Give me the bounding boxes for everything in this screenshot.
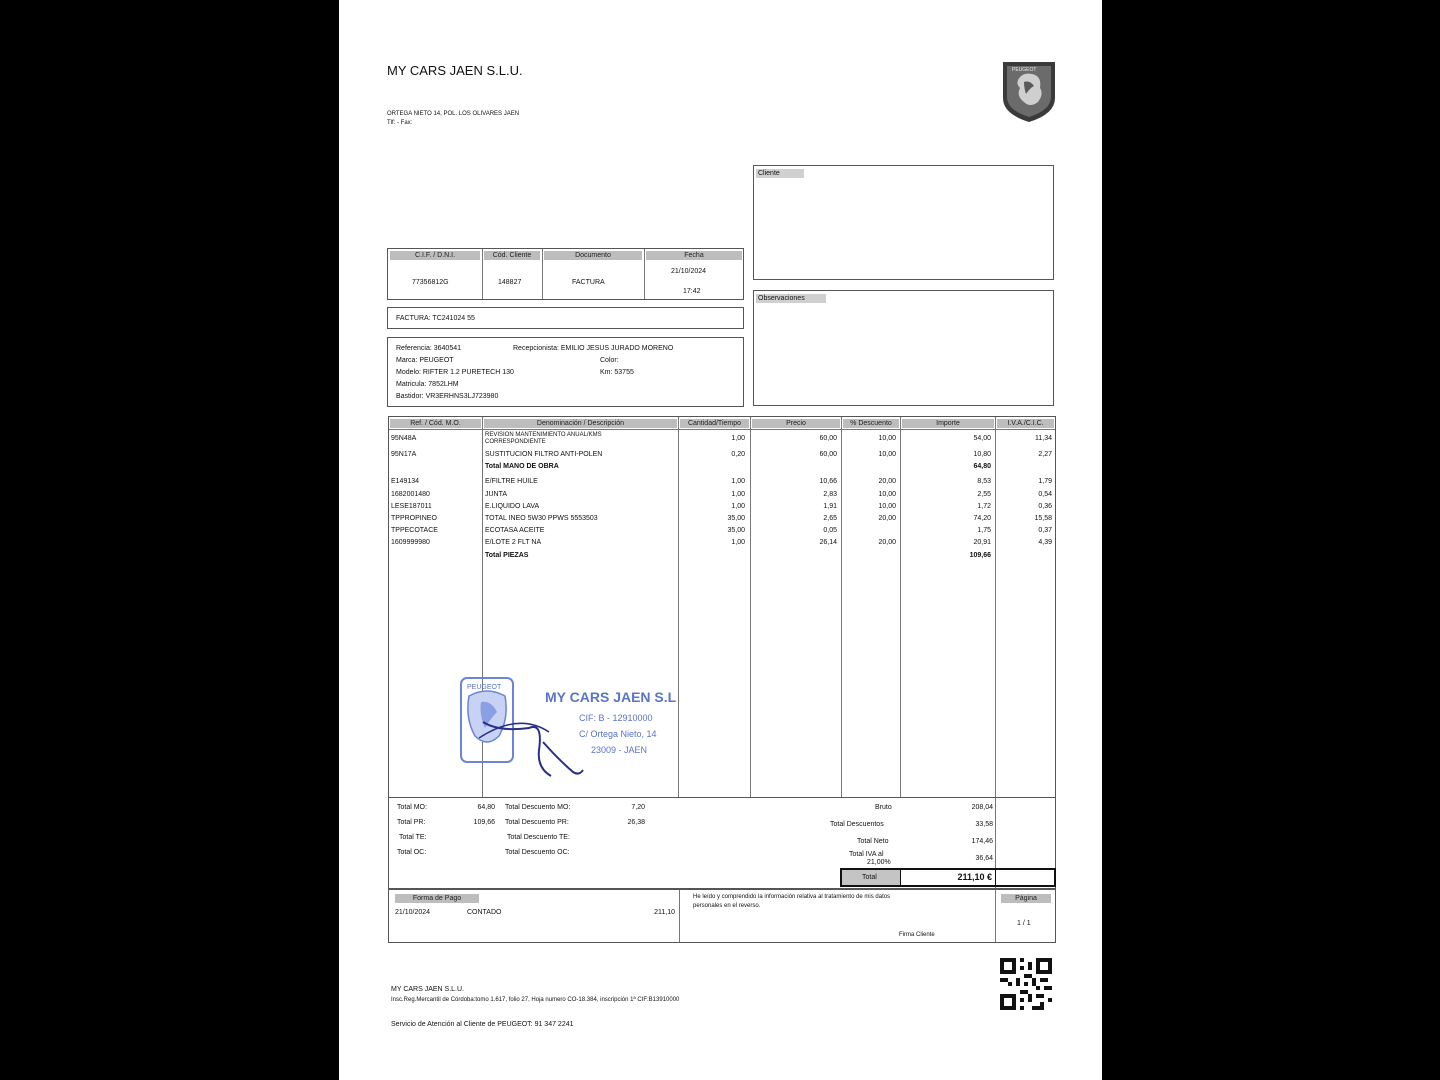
- observations-label: Observaciones: [758, 295, 805, 302]
- payment-amount: 211,10: [654, 909, 675, 916]
- col-header-desc: Denominación / Descripción: [484, 419, 677, 428]
- cell-disc: 20,00: [878, 515, 896, 522]
- payment-method: CONTADO: [467, 909, 502, 916]
- footer-service: Servicio de Atención al Cliente de PEUGEOT: 91 347 2241: [391, 1021, 574, 1028]
- stamp-logo-text: PEUGEOT: [467, 684, 502, 691]
- cell-ref: 95N17A: [391, 451, 417, 458]
- header-date: Fecha: [646, 251, 742, 260]
- stamp-line-1: MY CARS JAEN S.L: [545, 689, 677, 705]
- cell-iva: 1,79: [1038, 478, 1052, 485]
- cell-amount: 109,66: [969, 552, 991, 559]
- cell-qty: 1,00: [731, 503, 745, 510]
- invoice-page: [339, 0, 1102, 1080]
- consent-text-1: He leído y comprendido la información relativa al tratamiento de mis datos: [693, 894, 891, 900]
- col-header-qty: Cantidad/Tiempo: [680, 419, 749, 428]
- cell-iva: 11,34: [1035, 435, 1052, 442]
- signature-label: Firma Cliente: [899, 932, 935, 938]
- vehicle-modelo: Modelo: RIFTER 1.2 PURETECH 130: [396, 369, 514, 376]
- cell-desc: TOTAL INEO 5W30 PPWS 5553503: [485, 515, 598, 522]
- client-code-value: 148827: [498, 279, 522, 286]
- cell-disc: 10,00: [878, 503, 896, 510]
- cell-qty: 1,00: [731, 478, 745, 485]
- cell-qty: 1,00: [731, 491, 745, 498]
- vehicle-recepcionista: Recepcionista: EMILIO JESUS JURADO MORENO: [513, 345, 674, 352]
- stamp-line-4: 23009 - JAEN: [591, 745, 648, 755]
- company-stamp: [459, 672, 709, 792]
- iva-label-rate: 21,00%: [867, 859, 891, 866]
- cell-amount: 64,80: [973, 463, 991, 470]
- cell-amount: 1,72: [977, 503, 991, 510]
- payment-box: [388, 889, 1056, 943]
- cell-desc-line2: CORRESPONDIENTE: [485, 439, 546, 445]
- peugeot-logo-icon: [1000, 58, 1058, 124]
- company-name: MY CARS JAEN S.L.U.: [387, 63, 523, 78]
- cell-price: 60,00: [819, 435, 837, 442]
- document-header-table: [387, 248, 744, 300]
- total-disc-oc-label: Total Descuento OC:: [505, 849, 570, 856]
- neto-value: 174,46: [971, 838, 993, 845]
- header-client-code: Cód. Cliente: [484, 251, 540, 260]
- document-value: FACTURA: [572, 279, 605, 286]
- company-address: ORTEGA NIETO 14, POL. LOS OLIVARES JAEN: [387, 111, 520, 117]
- cell-ref: 95N48A: [391, 435, 417, 442]
- cell-amount: 10,80: [973, 451, 991, 458]
- col-header-ref: Ref. / Cód. M.O.: [390, 419, 481, 428]
- cell-ref: 1609999980: [391, 539, 430, 546]
- cell-price: 60,00: [819, 451, 837, 458]
- vehicle-km: Km: 53755: [600, 369, 634, 376]
- col-header-discount: % Descuento: [843, 419, 899, 428]
- cell-desc: E/FILTRE HUILE: [485, 478, 538, 485]
- payment-date: 21/10/2024: [395, 909, 431, 916]
- company-phone: Tlf: - Fax:: [387, 120, 413, 126]
- cell-desc: REVISION MANTENIMIENTO ANUAL/KMS: [485, 432, 602, 438]
- consent-text-2: personales en el reverso.: [693, 903, 761, 909]
- stamp-line-3: C/ Ortega Nieto, 14: [579, 729, 657, 739]
- footer-company: MY CARS JAEN S.L.U.: [391, 986, 465, 993]
- cell-disc: 10,00: [878, 491, 896, 498]
- total-pr-value: 109,66: [473, 819, 495, 826]
- cell-price: 1,91: [823, 503, 837, 510]
- total-oc-label: Total OC:: [397, 849, 427, 856]
- cell-amount: 1,75: [977, 527, 991, 534]
- total-disc-te-label: Total Descuento TE:: [507, 834, 570, 841]
- bruto-label: Bruto: [875, 804, 892, 811]
- cell-desc: Total PIEZAS: [485, 552, 529, 559]
- iva-value: 36,64: [975, 855, 993, 862]
- page-header: Página: [1001, 894, 1051, 903]
- descuentos-label: Total Descuentos: [830, 821, 884, 828]
- vehicle-referencia: Referencia: 3640541: [396, 345, 461, 352]
- iva-label: Total IVA al: [849, 851, 884, 858]
- grand-total-label: Total: [862, 874, 877, 881]
- page-value: 1 / 1: [1017, 920, 1031, 927]
- descuentos-value: 33,58: [975, 821, 993, 828]
- cell-qty: 1,00: [731, 539, 745, 546]
- vehicle-color: Color:: [600, 357, 619, 364]
- stamp-line-2: CIF: B - 12910000: [579, 713, 653, 723]
- vehicle-bastidor: Bastidor: VR3ERHNS3LJ723980: [396, 393, 499, 400]
- cell-ref: E149134: [391, 478, 420, 485]
- vehicle-info-box: [387, 337, 744, 407]
- cell-ref: 1682001480: [391, 491, 430, 498]
- cell-desc: JUNTA: [485, 491, 508, 498]
- cell-price: 2,83: [823, 491, 837, 498]
- cell-qty: 35,00: [727, 527, 745, 534]
- cell-price: 26,14: [819, 539, 837, 546]
- total-disc-mo-label: Total Descuento MO:: [505, 804, 571, 811]
- invoice-number-box: [387, 307, 744, 329]
- payment-header: Forma de Pago: [395, 894, 479, 903]
- cell-disc: 10,00: [878, 435, 896, 442]
- total-mo-value: 64,80: [477, 804, 495, 811]
- cell-desc: ECOTASA ACEITE: [485, 527, 545, 534]
- col-header-iva: I.V.A./C.I.C.: [997, 419, 1054, 428]
- cell-iva: 0,36: [1038, 503, 1052, 510]
- cell-iva: 4,39: [1038, 539, 1052, 546]
- cell-amount: 8,53: [977, 478, 991, 485]
- time-value: 17:42: [683, 288, 701, 295]
- totals-box: [388, 797, 1056, 889]
- grand-total-value: 211,10 €: [957, 872, 992, 882]
- bruto-value: 208,04: [971, 804, 993, 811]
- client-label: Cliente: [758, 170, 780, 177]
- cell-iva: 2,27: [1038, 451, 1052, 458]
- date-value: 21/10/2024: [671, 268, 707, 275]
- col-header-price: Precio: [752, 419, 840, 428]
- total-disc-pr-label: Total Descuento PR:: [505, 819, 569, 826]
- total-mo-label: Total MO:: [397, 804, 427, 811]
- cell-desc: E/LOTE 2 FLT NA: [485, 539, 542, 546]
- invoice-number: FACTURA: TC241024 55: [396, 315, 475, 322]
- cell-price: 2,65: [823, 515, 837, 522]
- footer-registry: Insc.Reg.Mercantil de Córdoba:tomo 1.617, folio 27, Hoja numero CO-18.384, inscripción 1ª CIF:B13910000: [391, 997, 680, 1003]
- client-box: [753, 165, 1054, 280]
- logo-text: PEUGEOT: [1012, 67, 1037, 73]
- cell-iva: 15,58: [1034, 515, 1052, 522]
- cell-price: 0,05: [823, 527, 837, 534]
- cell-iva: 0,54: [1038, 491, 1052, 498]
- cell-qty: 0,20: [731, 451, 745, 458]
- total-disc-pr-value: 26,38: [627, 819, 645, 826]
- cif-value: 77356812G: [412, 279, 449, 286]
- cell-qty: 35,00: [727, 515, 745, 522]
- cell-disc: 20,00: [878, 478, 896, 485]
- qr-code-icon: [1000, 958, 1052, 1010]
- total-pr-label: Total PR:: [397, 819, 426, 826]
- cell-iva: 0,37: [1038, 527, 1052, 534]
- cell-amount: 2,55: [977, 491, 991, 498]
- cell-price: 10,66: [819, 478, 837, 485]
- cell-ref: TPPROPINEO: [391, 515, 437, 522]
- cell-desc: E.LIQUIDO LAVA: [485, 503, 540, 510]
- grand-total-box: [840, 868, 1056, 887]
- header-document: Documento: [544, 251, 642, 260]
- observations-box: [753, 290, 1054, 406]
- vehicle-matricula: Matricula: 7852LHM: [396, 381, 459, 388]
- cell-disc: 10,00: [878, 451, 896, 458]
- col-header-amount: Importe: [902, 419, 994, 428]
- header-cif: C.I.F. / D.N.I.: [390, 251, 480, 260]
- cell-ref: TPPECOTACE: [391, 527, 438, 534]
- total-te-label: Total TE:: [399, 834, 427, 841]
- cell-amount: 74,20: [973, 515, 991, 522]
- cell-qty: 1,00: [731, 435, 745, 442]
- cell-desc: SUSTITUCION FILTRO ANTI-POLEN: [485, 451, 603, 458]
- neto-label: Total Neto: [857, 838, 889, 845]
- cell-amount: 54,00: [973, 435, 991, 442]
- cell-desc: Total MANO DE OBRA: [485, 463, 559, 470]
- cell-ref: LESE187011: [391, 503, 432, 510]
- cell-amount: 20,91: [973, 539, 991, 546]
- vehicle-marca: Marca: PEUGEOT: [396, 357, 454, 364]
- total-disc-mo-value: 7,20: [631, 804, 645, 811]
- cell-disc: 20,00: [878, 539, 896, 546]
